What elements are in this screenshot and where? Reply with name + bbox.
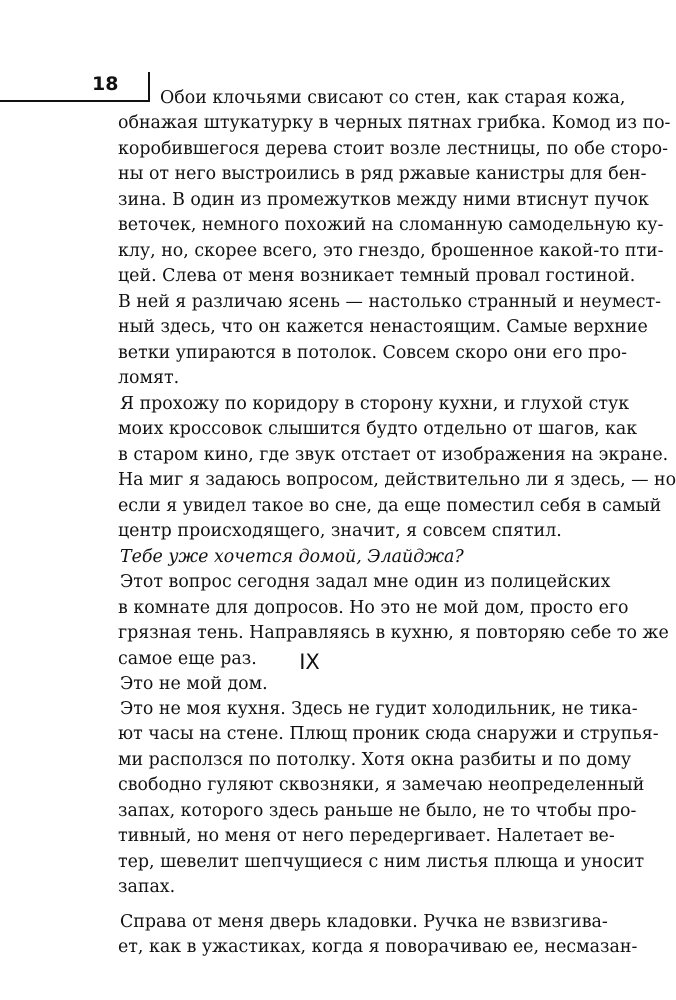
text-line: ют часы на стене. Плющ проник сюда снаружи и струпья- [118,724,659,744]
text-line-italic: Тебе уже хочется домой, Элайджа? [120,547,464,567]
text-line: самое еще раз. [118,649,257,669]
text-line: ет, как в ужастиках, когда я поворачиваю ее, несмазан- [118,937,638,957]
text-line: зина. В один из промежутков между ними втиснут пучок [118,190,649,210]
text-line: цей. Слева от меня возникает темный провал гостиной. [118,266,636,286]
text-line: ны от него выстроились в ряд ржавые канистры для бен- [118,164,647,184]
text-line: На миг я задаюсь вопросом, действительно ли я здесь, — но [118,470,676,490]
text-line: моих кроссовок слышится будто отдельно от шагов, как [118,419,638,439]
text-line: В ней я различаю ясень — настолько странный и неумест- [118,292,661,312]
text-line: свободно гуляют сквозняки, я замечаю неопределенный [118,775,645,795]
text-line: ветки упираются в потолок. Совсем скоро они его про- [118,343,628,363]
text-line: коробившегося дерева стоит возле лестницы, по обе сторо- [118,139,668,159]
text-line: обнажая штукатурку в черных пятнах грибка. Комод из по- [118,113,671,133]
page-number: 18 [92,73,119,95]
text-line: в комнате для допросов. Но это не мой дом, просто его [118,598,629,618]
text-line: Это не мой дом. [120,674,268,694]
text-line: в старом кино, где звук отстает от изображения на экране. [118,445,669,465]
text-line: запах. [118,877,176,897]
text-line: Я прохожу по коридору в сторону кухни, и глухой стук [120,394,630,414]
text-line: грязная тень. Направляясь в кухню, я повторяю себе то же [118,623,669,643]
text-line: ми расползся по потолку. Хотя окна разбиты и по дому [118,750,632,770]
text-line: Этот вопрос сегодня задал мне один из полицейских [120,572,611,592]
text-line: тер, шевелит шепчущиеся с ним листья плюща и уносит [118,852,645,872]
text-line: если я увидел такое во сне, да еще поместил себя в самый [118,496,662,516]
text-line: тивный, но меня от него передергивает. Налетает ве- [118,826,615,846]
text-line: веточек, немного похожий на сломанную самодельную ку- [118,215,664,235]
text-line: центр происходящего, значит, я совсем спятил. [118,521,562,541]
text-line: Это не моя кухня. Здесь не гудит холодильник, не тика- [120,699,638,719]
header-rule [0,100,150,102]
text-line: запах, которого здесь раньше не было, не то чтобы про- [118,801,637,821]
text-line: ломят. [118,368,180,388]
text-line: Справа от меня дверь кладовки. Ручка не взвизгива- [120,912,608,932]
text-line: ный здесь, что он кажется ненастоящим. Самые верхние [118,317,648,337]
text-line: клу, но, скорее всего, это гнездо, брошенное какой-то пти- [118,241,664,261]
chapter-heading: IX [299,650,320,674]
text-line: Обои клочьями свисают со стен, как старая кожа, [160,88,626,108]
